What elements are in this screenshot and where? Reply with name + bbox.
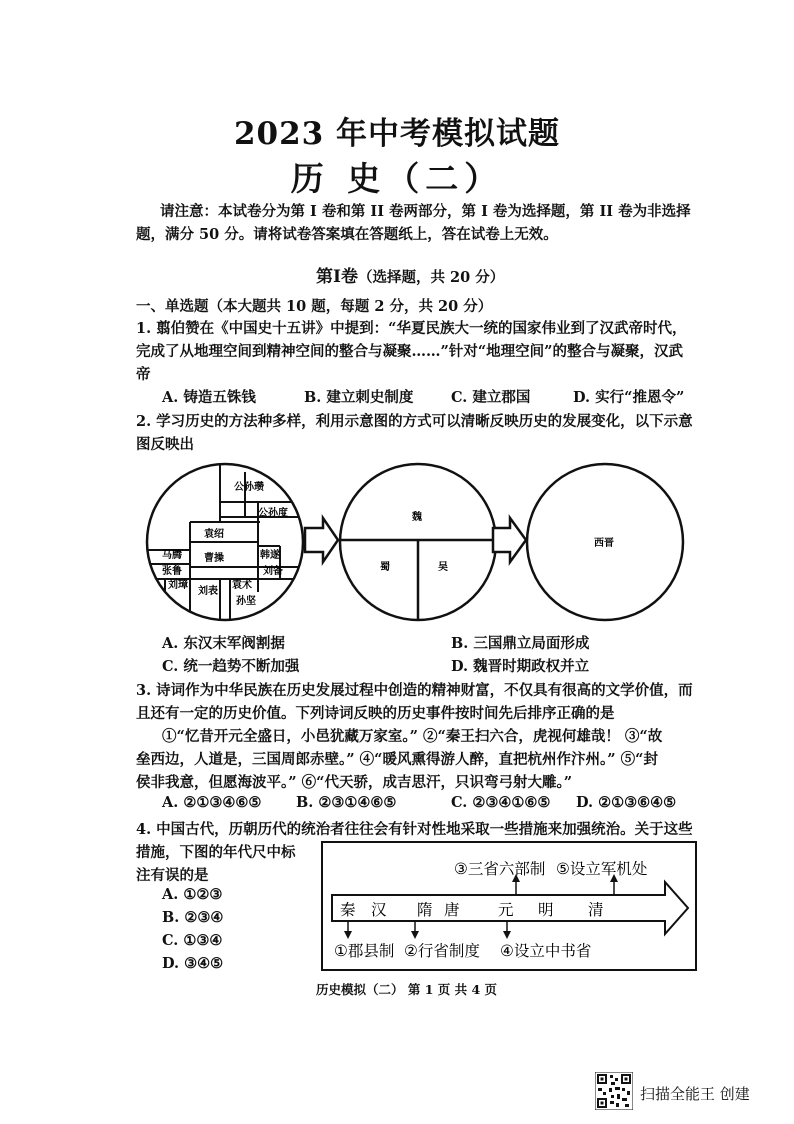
q4-line-2: 措施，下图的年代尺中标 — [136, 844, 296, 861]
tl-label-secretariat: ④设立中书省 — [500, 942, 592, 960]
label-liubiao: 刘表 — [198, 586, 218, 597]
q3-line-5: 侯非我意，但愿海波平。” ⑥“代天骄，成吉思汗，只识弯弓射大雕。” — [136, 774, 573, 791]
label-gongsundu: 公孙度 — [258, 508, 288, 519]
label-yuanshu: 袁术 — [232, 580, 252, 591]
label-liuzhang: 刘璋 — [168, 580, 188, 591]
tl-label-commandery: ①郡县制 — [334, 942, 395, 960]
q3-option-d: D. ②①③⑥④⑤ — [576, 794, 677, 811]
exam-subject: 历 史（二） — [290, 159, 504, 198]
qr-code-icon — [595, 1072, 633, 1110]
tl-label-three-departments: ③三省六部制 — [454, 860, 546, 878]
q4-line-3: 注有误的是 — [136, 867, 209, 884]
tl-label-province: ②行省制度 — [404, 942, 480, 960]
exam-title: 2023 年中考模拟试题 — [233, 116, 561, 152]
warlords-to-jin-diagram — [140, 462, 700, 627]
q1-line-1: 1. 翦伯赞在《中国史十五讲》中提到：“华夏民族大一统的国家伟业到了汉武帝时代， — [136, 320, 687, 337]
q4-option-a: A. ①②③ — [162, 886, 223, 903]
label-caocao: 曹操 — [204, 553, 224, 564]
q1-option-a: A. 铸造五铢钱 — [162, 389, 256, 406]
q3-option-b: B. ②③①④⑥⑤ — [296, 794, 397, 811]
dynasty-yuan: 元 — [498, 901, 514, 919]
dynasty-timeline — [320, 840, 698, 972]
label-mateng: 马腾 — [162, 550, 182, 561]
q1-option-c: C. 建立郡国 — [451, 389, 531, 406]
label-gongsunzan: 公孙瓒 — [234, 482, 264, 493]
q1-line-2: 完成了从地理空间到精神空间的整合与凝聚……”针对“地理空间”的整合与凝聚，汉武 — [136, 343, 684, 360]
label-sunjian: 孙坚 — [236, 596, 256, 607]
q3-option-a: A. ②①③④⑥⑤ — [162, 794, 262, 811]
part-heading-title: 第Ⅰ卷 — [316, 267, 358, 287]
q2-option-b: B. 三国鼎立局面形成 — [451, 635, 590, 652]
dynasty-tang: 唐 — [444, 901, 460, 919]
label-hansui: 韩遂 — [260, 550, 280, 561]
q4-option-d: D. ③④⑤ — [162, 955, 224, 972]
q3-option-c: C. ②③④①⑥⑤ — [451, 794, 551, 811]
dynasty-qin: 秦 — [340, 901, 356, 919]
page-footer: 历史模拟（二） 第 1 页 共 4 页 — [316, 982, 498, 997]
q1-option-b: B. 建立刺史制度 — [304, 389, 414, 406]
dynasty-sui: 隋 — [417, 901, 433, 919]
q2-option-d: D. 魏晋时期政权并立 — [451, 658, 590, 675]
dynasty-ming: 明 — [538, 901, 554, 919]
q2-line-2: 图反映出 — [136, 436, 194, 453]
dynasty-han: 汉 — [371, 901, 387, 919]
scanner-watermark: 扫描全能王 创建 — [640, 1085, 750, 1103]
label-zhanglu: 张鲁 — [162, 566, 182, 577]
section-title: 一、单选题（本大题共 10 题，每题 2 分，共 20 分） — [136, 298, 493, 315]
label-wei: 魏 — [412, 512, 422, 523]
q3-line-3: ①“忆昔开元全盛日，小邑犹藏万家室。” ②“秦王扫六合，虎视何雄哉！ ③“故 — [162, 728, 663, 745]
label-wu: 吴 — [438, 562, 448, 573]
q4-option-b: B. ②③④ — [162, 909, 224, 926]
label-yuanshao: 袁绍 — [204, 529, 224, 540]
q3-line-2: 且还有一定的历史价值。下列诗词反映的历史事件按时间先后排序正确的是 — [136, 705, 615, 722]
dynasty-qing: 清 — [588, 901, 604, 919]
q1-line-3: 帝 — [136, 366, 151, 383]
label-western-jin: 西晋 — [594, 538, 614, 549]
notice-line-2: 题，满分 50 分。请将试卷答案填在答题纸上，答在试卷上无效。 — [136, 226, 558, 243]
q2-option-c: C. 统一趋势不断加强 — [162, 658, 300, 675]
q3-line-1: 3. 诗词作为中华民族在历史发展过程中创造的精神财富，不仅具有很高的文学价值，而 — [136, 682, 693, 699]
q3-line-4: 垒西边，人道是，三国周郎赤壁。” ④“暖风熏得游人醉，直把杭州作汴州。” ⑤“封 — [136, 751, 658, 768]
label-shu: 蜀 — [380, 562, 390, 573]
q1-option-d: D. 实行“推恩令” — [573, 389, 685, 406]
right-arrow-icon — [493, 518, 526, 562]
notice-line-1: 请注意：本试卷分为第 I 卷和第 II 卷两部分，第 I 卷为选择题，第 II 卷为非选择 — [160, 203, 691, 220]
tl-label-grand-council: ⑤设立军机处 — [556, 860, 648, 878]
label-liubei: 刘备 — [263, 566, 283, 577]
q2-option-a: A. 东汉末军阀割据 — [162, 635, 285, 652]
q2-line-1: 2. 学习历史的方法种多样，利用示意图的方式可以清晰反映历史的发展变化，以下示意 — [136, 413, 693, 430]
part-heading — [316, 262, 504, 287]
q4-option-c: C. ①③④ — [162, 932, 223, 949]
part-heading-note: （选择题，共 20 分） — [357, 269, 505, 286]
q4-line-1: 4. 中国古代，历朝历代的统治者往往会有针对性地采取一些措施来加强统治。关于这些 — [136, 821, 693, 838]
right-arrow-icon — [305, 518, 338, 562]
